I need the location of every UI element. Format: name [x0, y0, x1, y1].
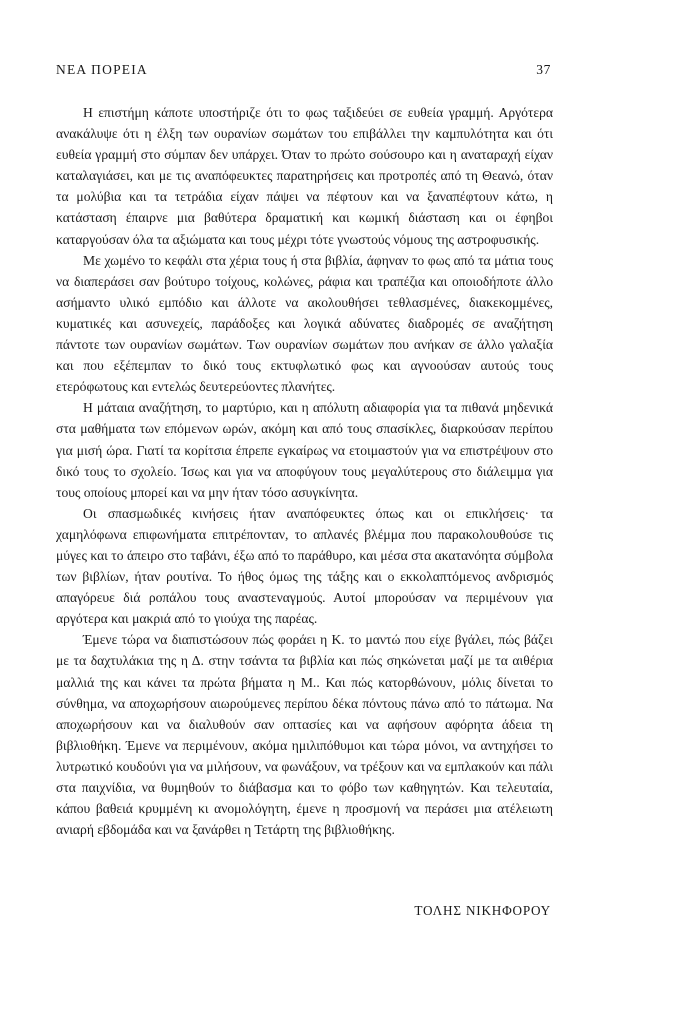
page-number: 37: [536, 62, 551, 77]
paragraph-5: Έμενε τώρα να διαπιστώσουν πώς φοράει η Κ. το μαντώ που είχε βγάλει, πώς βάζει με τα δαχτυλάκια της η Δ. στην τσάντα τα βιβλία και πώς σηκώνεται μαζί με τα αιθέρια μαλλιά της και κάνει τα πρώτα βήματα η Μ.. Και πώς κατορθώνουν, μόλις δίνεται το σύνθημα, να αποχωρήσουν αιωρούμενες περίπου δέκα πόντους πάνω από το πάτωμα. Να αποχωρήσουν και να διαλυθούν σαν οπτασίες και να αφήσουν αφόρητα άδεια τη βιβλιοθήκη. Έμενε να περιμένουν, ακόμα ημιλιπόθυμοι και τώρα μόνοι, να αντηχήσει το λυτρωτικό κουδούνι για να μιλήσουν, να φωνάξουν, να τρέξουν και να εμπλακούν και πάλι στα παιχνίδια, να θυμηθούν το διάβασμα και το φόβο των καθηγητών. Και τελευταία, κάπου βαθειά κρυμμένη κι ανομολόγητη, έμενε η προσμονή να περάσει μια ατέλειωτη ανιαρή εβδομάδα και να ξανάρθει η Τετάρτη της βιβλιοθήκης.: [56, 632, 553, 838]
paragraph-3: Η μάταια αναζήτηση, το μαρτύριο, και η απόλυτη αδιαφορία για τα πιθανά μηδενικά στα μαθήματα των επόμενων ωρών, ακόμη και από τους σπασίκλες, διαρκούσαν περίπου για μισή ώρα. Γιατί τα κορίτσια έπρεπε εγκαίρως να ετοιμαστούν για να επιστρέψουν στο δικό τους το σχολείο. Ίσως και για να αποφύγουν τους μεγαλύτερους στο διάλειμμα για τους οποίους μπορεί και να μην ήταν τόσο ασυγκίνητα.: [56, 400, 553, 500]
journal-title: ΝΕΑ ΠΟΡΕΙΑ: [56, 62, 148, 77]
paragraph-1: Η επιστήμη κάποτε υποστήριζε ότι το φως ταξιδεύει σε ευθεία γραμμή. Αργότερα ανακάλυψε ότι η έλξη των ουρανίων σωμάτων του επιβάλλει την καμπυλότητα και ότι ευθεία γραμμή στο σύμπαν δεν υπάρχει. Όταν το πρώτο σούσουρο και η αναταραχή είχαν καταλαγιάσει, και με τις αναπόφευκτες παρατηρήσεις και προτροπές από τη Θεανώ, όταν τα μολύβια και τα τετράδια είχαν πάψει να πέφτουν και να ξαναπέφτουν κάτω, η κατάσταση έπαιρνε μια βαθύτερα δραματική και κωμική διάσταση και οι έφηβοι καταργούσαν όλα τα αξιώματα και τους μέχρι τότε γνωστούς νόμους της αστροφυσικής.: [56, 105, 553, 247]
paragraph-2: Με χωμένο το κεφάλι στα χέρια τους ή στα βιβλία, άφηναν το φως από τα μάτια τους να διαπεράσει σαν βούτυρο τοίχους, κολώνες, ράφια και τραπέζια και οποιοδήποτε άλλο ασήμαντο υλικό εμπόδιο και άλλοτε να ακολουθήσει τεθλασμένες, διακεκομμένες, κυματικές και ασυνεχείς, παράδοξες και λογικά αδύνατες διαδρομές σε αναζήτηση πάντοτε των ουρανίων σωμάτων. Των ουρανίων σωμάτων που ανήκαν σε άλλο γαλαξία και που εξέπεμπαν το δικό τους εκτυφλωτικό φως και αγνοούσαν αυτούς τους ετερόφωτους και εντελώς δευτερεύοντες πλανήτες.: [56, 252, 553, 395]
running-header: [56, 62, 551, 82]
author-signature: ΤΟΛΗΣ ΝΙΚΗΦΟΡΟΥ: [414, 903, 551, 918]
article-body: [56, 102, 553, 840]
paragraph-4: Οι σπασμωδικές κινήσεις ήταν αναπόφευκτες όπως και οι επικλήσεις· τα χαμηλόφωνα επιφωνήματα επιτρέπονταν, το απλανές βλέμμα που παρακολουθούσε τις μύγες και το άπειρο στο ταβάνι, έξω από το παράθυρο, και μέσα στα ακατανόητα σύμβολα των βιβλίων, ήταν ρουτίνα. Το ήθος όμως της τάξης και ο εκκολαπτόμενος ανδρισμός απαγόρευε διά ροπάλου τους αναστεναγμούς. Αυτοί μπορούσαν να περιμένουν για αργότερα και μακριά από το γιούχα της παρέας.: [56, 505, 553, 627]
